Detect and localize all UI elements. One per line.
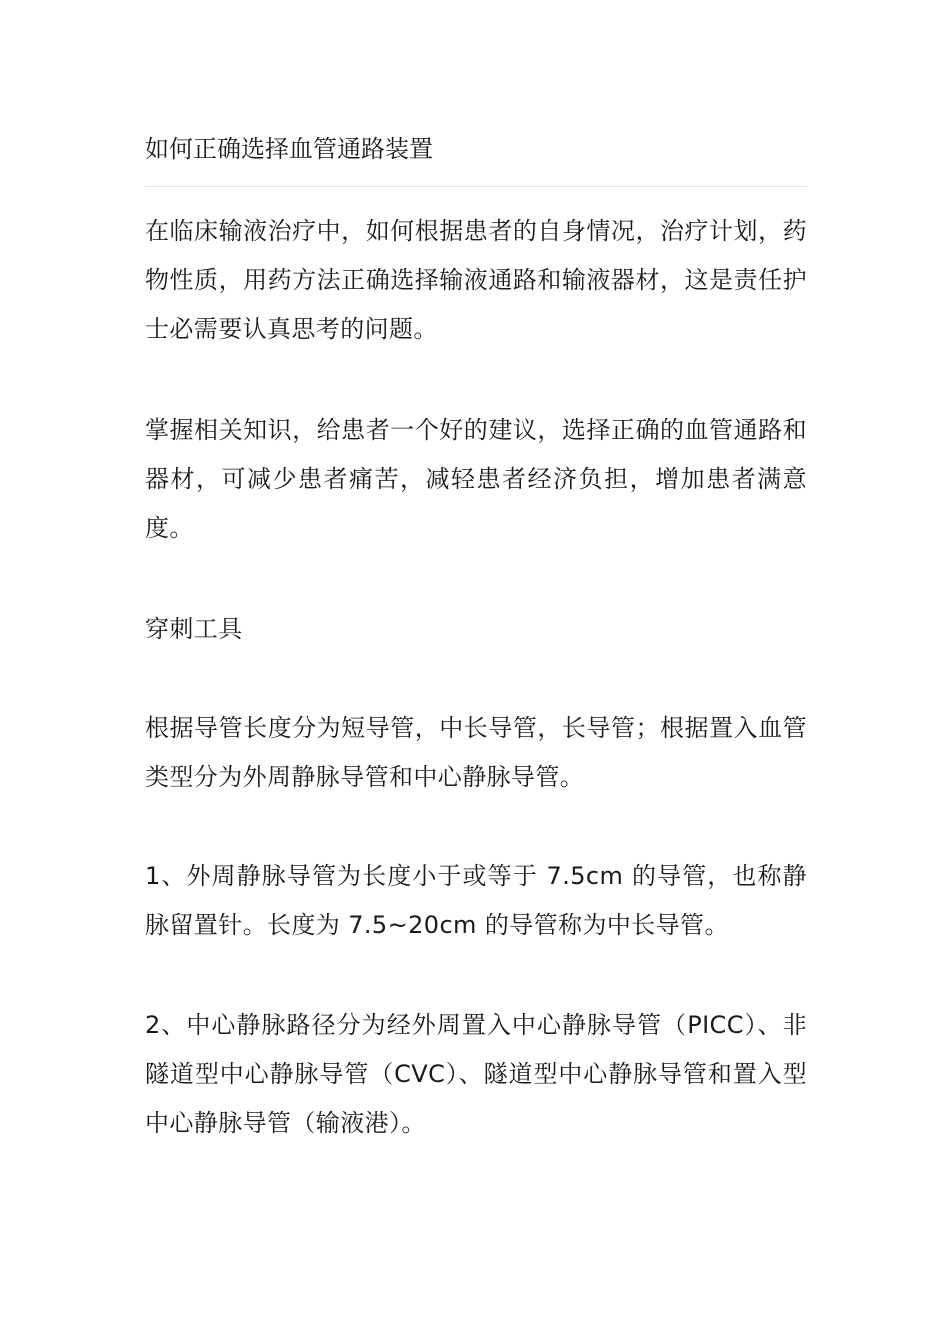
paragraph-knowledge: 掌握相关知识，给患者一个好的建议，选择正确的血管通路和器材，可减少患者痛苦，减轻患者经济负担，增加患者满意度。	[145, 416, 807, 542]
paragraph-central-catheter: 2、中心静脉路径分为经外周置入中心静脉导管（PICC）、非隧道型中心静脉导管（CVC）、隧道型中心静脉导管和置入型中心静脉导管（输液港）。	[145, 1011, 807, 1137]
paragraph-intro: 在临床输液治疗中，如何根据患者的自身情况，治疗计划，药物性质，用药方法正确选择输液通路和输液器材，这是责任护士必需要认真思考的问题。	[145, 217, 807, 343]
title-divider	[145, 186, 807, 187]
section-heading-puncture-tools: 穿刺工具	[145, 615, 243, 643]
paragraph-peripheral-catheter: 1、外周静脉导管为长度小于或等于 7.5cm 的导管，也称静脉留置针。长度为 7.5~20cm 的导管称为中长导管。	[145, 862, 807, 939]
document-title: 如何正确选择血管通路装置	[145, 135, 433, 163]
paragraph-classification: 根据导管长度分为短导管，中长导管，长导管；根据置入血管类型分为外周静脉导管和中心静脉导管。	[145, 714, 807, 791]
